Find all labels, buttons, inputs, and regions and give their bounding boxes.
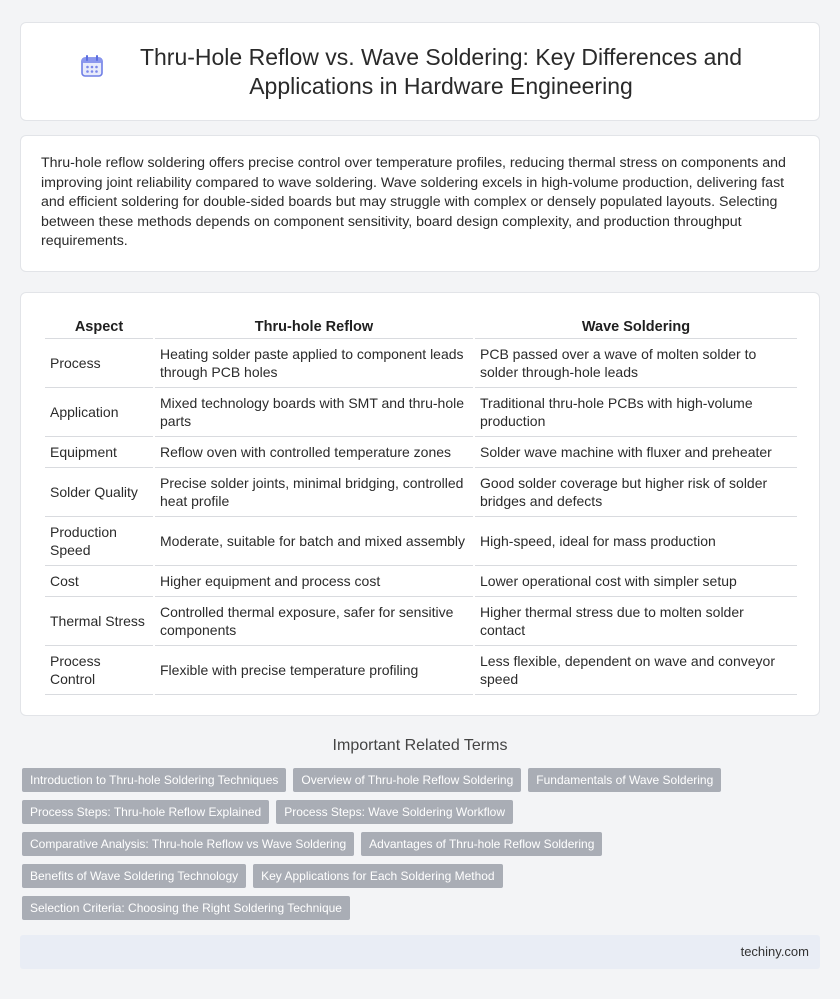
related-term-tag[interactable]: Key Applications for Each Soldering Method [253,864,502,888]
summary-text: Thru-hole reflow soldering offers precise control over temperature profiles, reducing thermal stress on components and improving joint reliability compared to wave soldering. Wave soldering excels in high-volume production, delivering fast and efficient soldering for double-sided boards but may struggle with complex or densely populated layouts. Selecting between these methods depends on component sensitivity, board design complexity, and production throughput requirements. [41,155,786,250]
related-terms-heading: Important Related Terms [332,737,508,754]
page-title: Thru-Hole Reflow vs. Wave Soldering: Key Differences and Applications in Hardware Engineering [139,43,743,99]
cell-aspect: Equipment [45,437,153,468]
cell-reflow: Mixed technology boards with SMT and thru-hole parts [155,388,473,437]
related-term-tag[interactable]: Selection Criteria: Choosing the Right Soldering Technique [22,896,350,920]
cell-wave: PCB passed over a wave of molten solder to solder through-hole leads [475,339,797,388]
tag-row [22,832,802,856]
calendar-icon [79,53,105,79]
cell-reflow: Controlled thermal exposure, safer for sensitive components [155,597,473,646]
footer [20,935,820,969]
related-term-tag[interactable]: Fundamentals of Wave Soldering [528,768,721,792]
table-row [45,468,797,517]
cell-wave: Solder wave machine with fluxer and preheater [475,437,797,468]
cell-aspect: Process [45,339,153,388]
comparison-table-card [20,292,820,716]
related-term-tag[interactable]: Process Steps: Wave Soldering Workflow [276,800,513,824]
table-row [45,597,797,646]
cell-wave: Traditional thru-hole PCBs with high-volume production [475,388,797,437]
title-card [20,22,820,121]
related-term-tag[interactable]: Process Steps: Thru-hole Reflow Explained [22,800,269,824]
cell-wave: High-speed, ideal for mass production [475,517,797,566]
cell-reflow: Higher equipment and process cost [155,566,473,597]
table-row [45,646,797,695]
table-row [45,388,797,437]
table-row [45,339,797,388]
cell-aspect: Solder Quality [45,468,153,517]
related-term-tag[interactable]: Benefits of Wave Soldering Technology [22,864,246,888]
cell-aspect: Process Control [45,646,153,695]
table-header-row [45,317,797,339]
tag-row [22,800,802,824]
cell-reflow: Flexible with precise temperature profiling [155,646,473,695]
cell-wave: Higher thermal stress due to molten solder contact [475,597,797,646]
related-term-tag[interactable]: Comparative Analysis: Thru-hole Reflow vs Wave Soldering [22,832,354,856]
cell-reflow: Precise solder joints, minimal bridging, controlled heat profile [155,468,473,517]
cell-aspect: Cost [45,566,153,597]
table-row [45,566,797,597]
comparison-table [43,317,799,695]
header-wave-soldering: Wave Soldering [475,317,797,339]
footer-site-link[interactable]: techiny.com [740,944,809,959]
cell-aspect: Production Speed [45,517,153,566]
related-term-tag[interactable]: Introduction to Thru-hole Soldering Techniques [22,768,286,792]
tag-row [22,864,802,888]
summary-card [20,135,820,272]
title-wrap [21,43,819,101]
cell-aspect: Application [45,388,153,437]
related-terms-tags [22,768,802,928]
cell-wave: Good solder coverage but higher risk of solder bridges and defects [475,468,797,517]
tag-row [22,768,802,792]
cell-reflow: Reflow oven with controlled temperature zones [155,437,473,468]
cell-wave: Less flexible, dependent on wave and conveyor speed [475,646,797,695]
related-term-tag[interactable]: Advantages of Thru-hole Reflow Soldering [361,832,602,856]
header-aspect: Aspect [45,317,153,339]
header-thru-hole-reflow: Thru-hole Reflow [155,317,473,339]
table-row [45,517,797,566]
related-term-tag[interactable]: Overview of Thru-hole Reflow Soldering [293,768,521,792]
table-row [45,437,797,468]
cell-wave: Lower operational cost with simpler setup [475,566,797,597]
cell-aspect: Thermal Stress [45,597,153,646]
tag-row [22,896,802,920]
cell-reflow: Moderate, suitable for batch and mixed assembly [155,517,473,566]
cell-reflow: Heating solder paste applied to component leads through PCB holes [155,339,473,388]
